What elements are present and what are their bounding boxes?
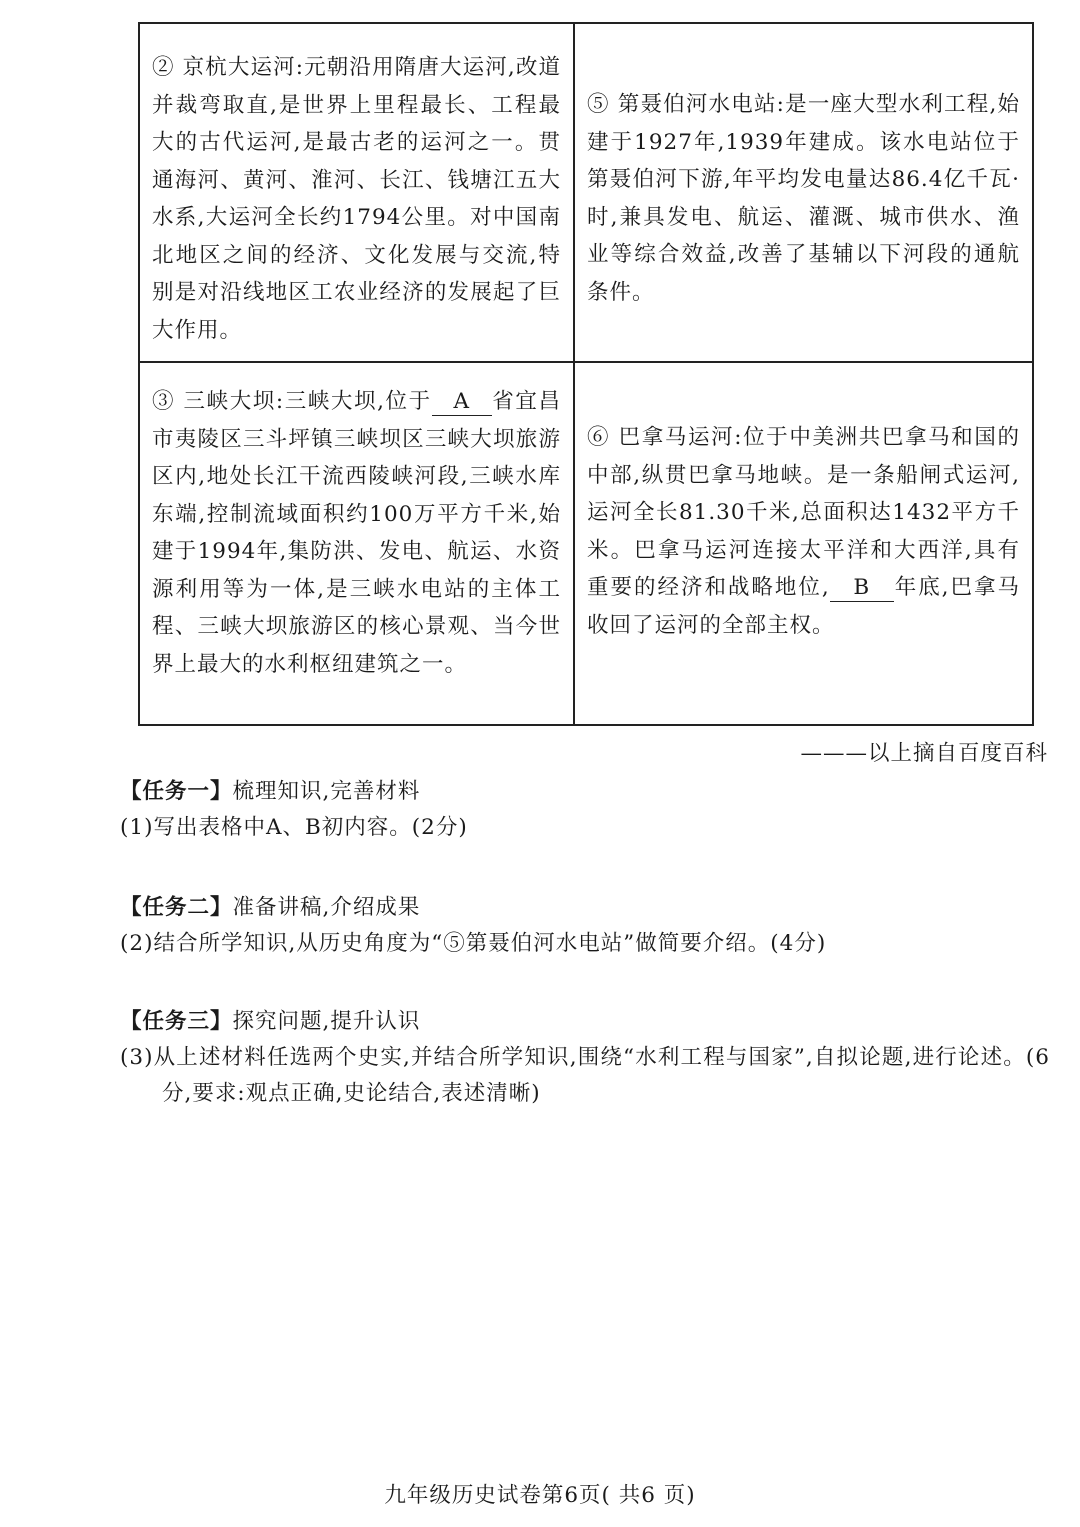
cell-panama-canal	[575, 363, 1032, 724]
task-label: 【任务一】	[120, 779, 233, 804]
task-two	[120, 890, 1050, 962]
blank-a: A	[432, 389, 492, 416]
page-footer: 九年级历史试卷第6页( 共6 页)	[384, 1483, 696, 1508]
cell-text-before: ⑥ 巴拿马运河:位于中美洲共巴拿马和国的中部,纵贯巴拿马地峡。是一条船闸式运河,运河全长81.30千米,总面积达1432平方千米。巴拿马运河连接太平洋和大西洋,具有重要的经济和战略地位,	[587, 425, 1020, 600]
source-attribution: ———以上摘自百度百科	[800, 741, 1048, 766]
cell-text-after: 省宜昌市夷陵区三斗坪镇三峡坝区三峡大坝旅游区内,地处长江干流西陵峡河段,三峡水库东端,控制流域面积约100万平方千米,始建于1994年,集防洪、发电、航运、水资源利用等为一体,是三峡水电站的主体工程、三峡大坝旅游区的核心景观、当今世界上最大的水利枢纽建筑之一。	[152, 389, 561, 677]
question-2: (2)结合所学知识,从历史角度为“⑤第聂伯河水电站”做简要介绍。(4分)	[120, 931, 827, 956]
task-label: 【任务二】	[120, 895, 233, 920]
task-title	[120, 890, 1050, 926]
task-label: 【任务三】	[120, 1009, 233, 1034]
cell-dnieper-hydropower-station	[575, 24, 1032, 363]
cell-text-before: ③ 三峡大坝:三峡大坝,位于	[152, 389, 432, 414]
cell-text: ② 京杭大运河:元朝沿用隋唐大运河,改道并裁弯取直,是世界上里程最长、工程最大的古代运河,是最古老的运河之一。贯通海河、黄河、淮河、长江、钱塘江五大水系,大运河全长约1794公里。对中国南北地区之间的经济、文化发展与交流,特别是对沿线地区工农业经济的发展起了巨大作用。	[152, 55, 561, 343]
question-3: (3)从上述材料任选两个史实,并结合所学知识,围绕“水利工程与国家”,自拟论题,进行论述。(6分,要求:观点正确,史论结合,表述清晰)	[120, 1045, 1050, 1106]
task-subtitle: 准备讲稿,介绍成果	[232, 895, 421, 920]
task-subtitle: 探究问题,提升认识	[232, 1009, 421, 1034]
cell-text-after: 年底,巴拿马收回了运河的全部主权。	[587, 575, 1020, 638]
cell-beijing-hangzhou-canal	[140, 24, 575, 363]
task-title	[120, 774, 1050, 810]
task-title	[120, 1004, 1050, 1040]
task-three	[120, 1004, 1050, 1112]
task-subtitle: 梳理知识,完善材料	[232, 779, 421, 804]
blank-b: B	[830, 575, 894, 602]
cell-three-gorges-dam	[140, 363, 575, 724]
task-one	[120, 774, 1050, 846]
cell-text: ⑤ 第聂伯河水电站:是一座大型水利工程,始建于1927年,1939年建成。该水电站位于第聂伯河下游,年平均发电量达86.4亿千瓦·时,兼具发电、航运、灌溉、城市供水、渔业等综合效益,改善了基辅以下河段的通航条件。	[587, 92, 1020, 305]
material-table	[138, 22, 1034, 726]
question-1: (1)写出表格中A、B初内容。(2分)	[120, 815, 468, 840]
